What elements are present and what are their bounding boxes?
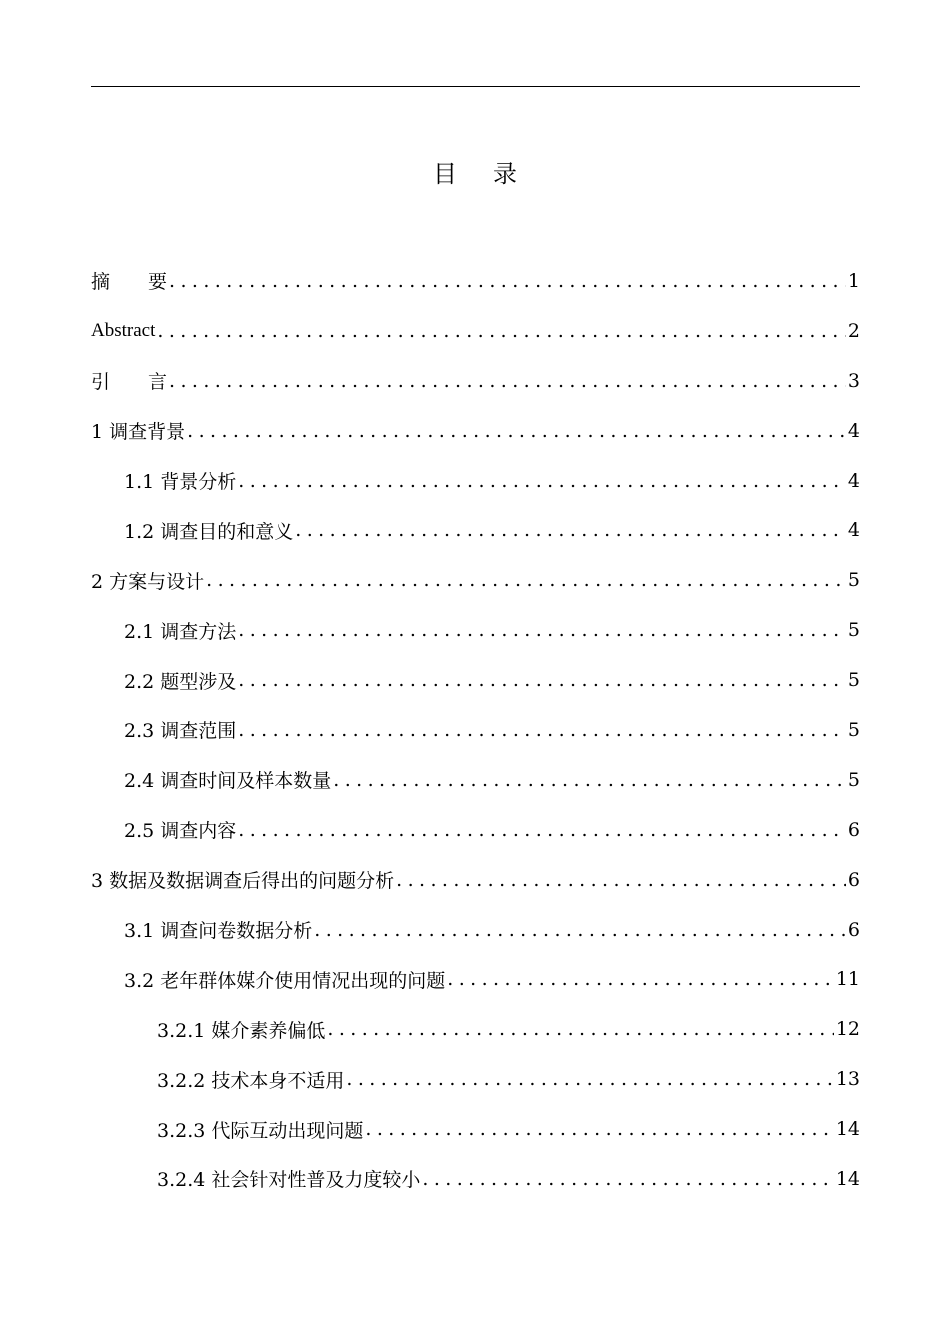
toc-entry-label: 摘要 (91, 267, 205, 294)
toc-title: 目录 (433, 160, 553, 188)
toc-dot-leader (365, 1118, 833, 1140)
table-of-contents (91, 256, 860, 1204)
toc-entry-label: 1 调查背景 (91, 417, 185, 444)
toc-entry-page: 4 (847, 519, 860, 542)
toc-entry[interactable] (91, 256, 860, 306)
toc-dot-leader (238, 719, 846, 741)
toc-entry-label: 2.2 题型涉及 (124, 667, 236, 694)
toc-entry-page: 11 (835, 968, 860, 991)
toc-entry-page: 6 (847, 868, 860, 891)
toc-dot-leader (238, 619, 846, 641)
toc-entry-label: 3.2.2 技术本身不适用 (157, 1066, 344, 1093)
toc-entry-label: 2.5 调查内容 (124, 816, 236, 843)
toc-entry-label: 2 方案与设计 (91, 567, 204, 594)
toc-entry[interactable] (91, 1104, 860, 1154)
toc-entry[interactable] (91, 456, 860, 506)
toc-entry[interactable] (91, 406, 860, 456)
toc-dot-leader (169, 370, 846, 392)
toc-entry-page: 3 (847, 369, 860, 392)
toc-entry-page: 5 (847, 569, 860, 592)
toc-dot-leader (396, 869, 846, 891)
toc-entry-page: 1 (847, 269, 860, 292)
toc-entry[interactable] (91, 755, 860, 805)
toc-entry[interactable] (91, 555, 860, 605)
toc-entry[interactable] (91, 954, 860, 1004)
toc-entry-page: 14 (835, 1167, 860, 1190)
toc-entry[interactable] (91, 1054, 860, 1104)
toc-entry-label: 2.1 调查方法 (124, 617, 236, 644)
toc-entry-label: 1.2 调查目的和意义 (124, 517, 293, 544)
toc-entry-page: 6 (847, 818, 860, 841)
toc-entry-label: 3.2 老年群体媒介使用情况出现的问题 (124, 966, 445, 993)
toc-entry-page: 14 (835, 1118, 860, 1141)
toc-dot-leader (346, 1068, 833, 1090)
toc-entry[interactable] (91, 855, 860, 905)
toc-entry[interactable] (91, 655, 860, 705)
toc-dot-leader (447, 968, 834, 990)
toc-entry-label: 2.3 调查范围 (124, 716, 236, 743)
toc-entry[interactable] (91, 605, 860, 655)
toc-entry-label: 3 数据及数据调查后得出的问题分析 (91, 866, 394, 893)
toc-dot-leader (169, 270, 846, 292)
toc-entry-label: 2.4 调查时间及样本数量 (124, 766, 331, 793)
header-rule (91, 86, 860, 87)
toc-entry[interactable] (91, 306, 860, 356)
toc-entry-page: 5 (847, 718, 860, 741)
toc-entry[interactable] (91, 1004, 860, 1054)
toc-entry[interactable] (91, 505, 860, 555)
toc-entry-page: 12 (835, 1018, 860, 1041)
toc-dot-leader (238, 819, 846, 841)
toc-entry[interactable] (91, 805, 860, 855)
toc-entry-label: 3.2.4 社会针对性普及力度较小 (157, 1165, 420, 1192)
toc-entry-label: Abstract (91, 319, 156, 341)
toc-entry-page: 5 (847, 619, 860, 642)
toc-entry[interactable] (91, 905, 860, 955)
toc-entry-page: 4 (847, 469, 860, 492)
toc-entry-page: 5 (847, 768, 860, 791)
toc-dot-leader (333, 769, 846, 791)
toc-entry-label: 引言 (91, 367, 205, 394)
toc-entry[interactable] (91, 1154, 860, 1204)
toc-dot-leader (157, 320, 846, 342)
toc-dot-leader (238, 470, 846, 492)
toc-entry-label: 3.2.3 代际互动出现问题 (157, 1116, 363, 1143)
toc-entry-label: 3.2.1 媒介素养偏低 (157, 1016, 325, 1043)
toc-entry-page: 6 (847, 918, 860, 941)
toc-dot-leader (295, 519, 846, 541)
toc-entry-page: 5 (847, 669, 860, 692)
toc-dot-leader (238, 669, 846, 691)
toc-entry[interactable] (91, 705, 860, 755)
toc-dot-leader (206, 569, 846, 591)
toc-dot-leader (422, 1168, 833, 1190)
toc-entry-label: 3.1 调查问卷数据分析 (124, 916, 312, 943)
toc-dot-leader (327, 1018, 833, 1040)
toc-entry-page: 2 (847, 319, 860, 342)
toc-dot-leader (314, 919, 846, 941)
toc-dot-leader (187, 420, 846, 442)
toc-entry-page: 13 (835, 1068, 860, 1091)
toc-entry[interactable] (91, 356, 860, 406)
toc-entry-label: 1.1 背景分析 (124, 467, 236, 494)
toc-entry-page: 4 (847, 419, 860, 442)
